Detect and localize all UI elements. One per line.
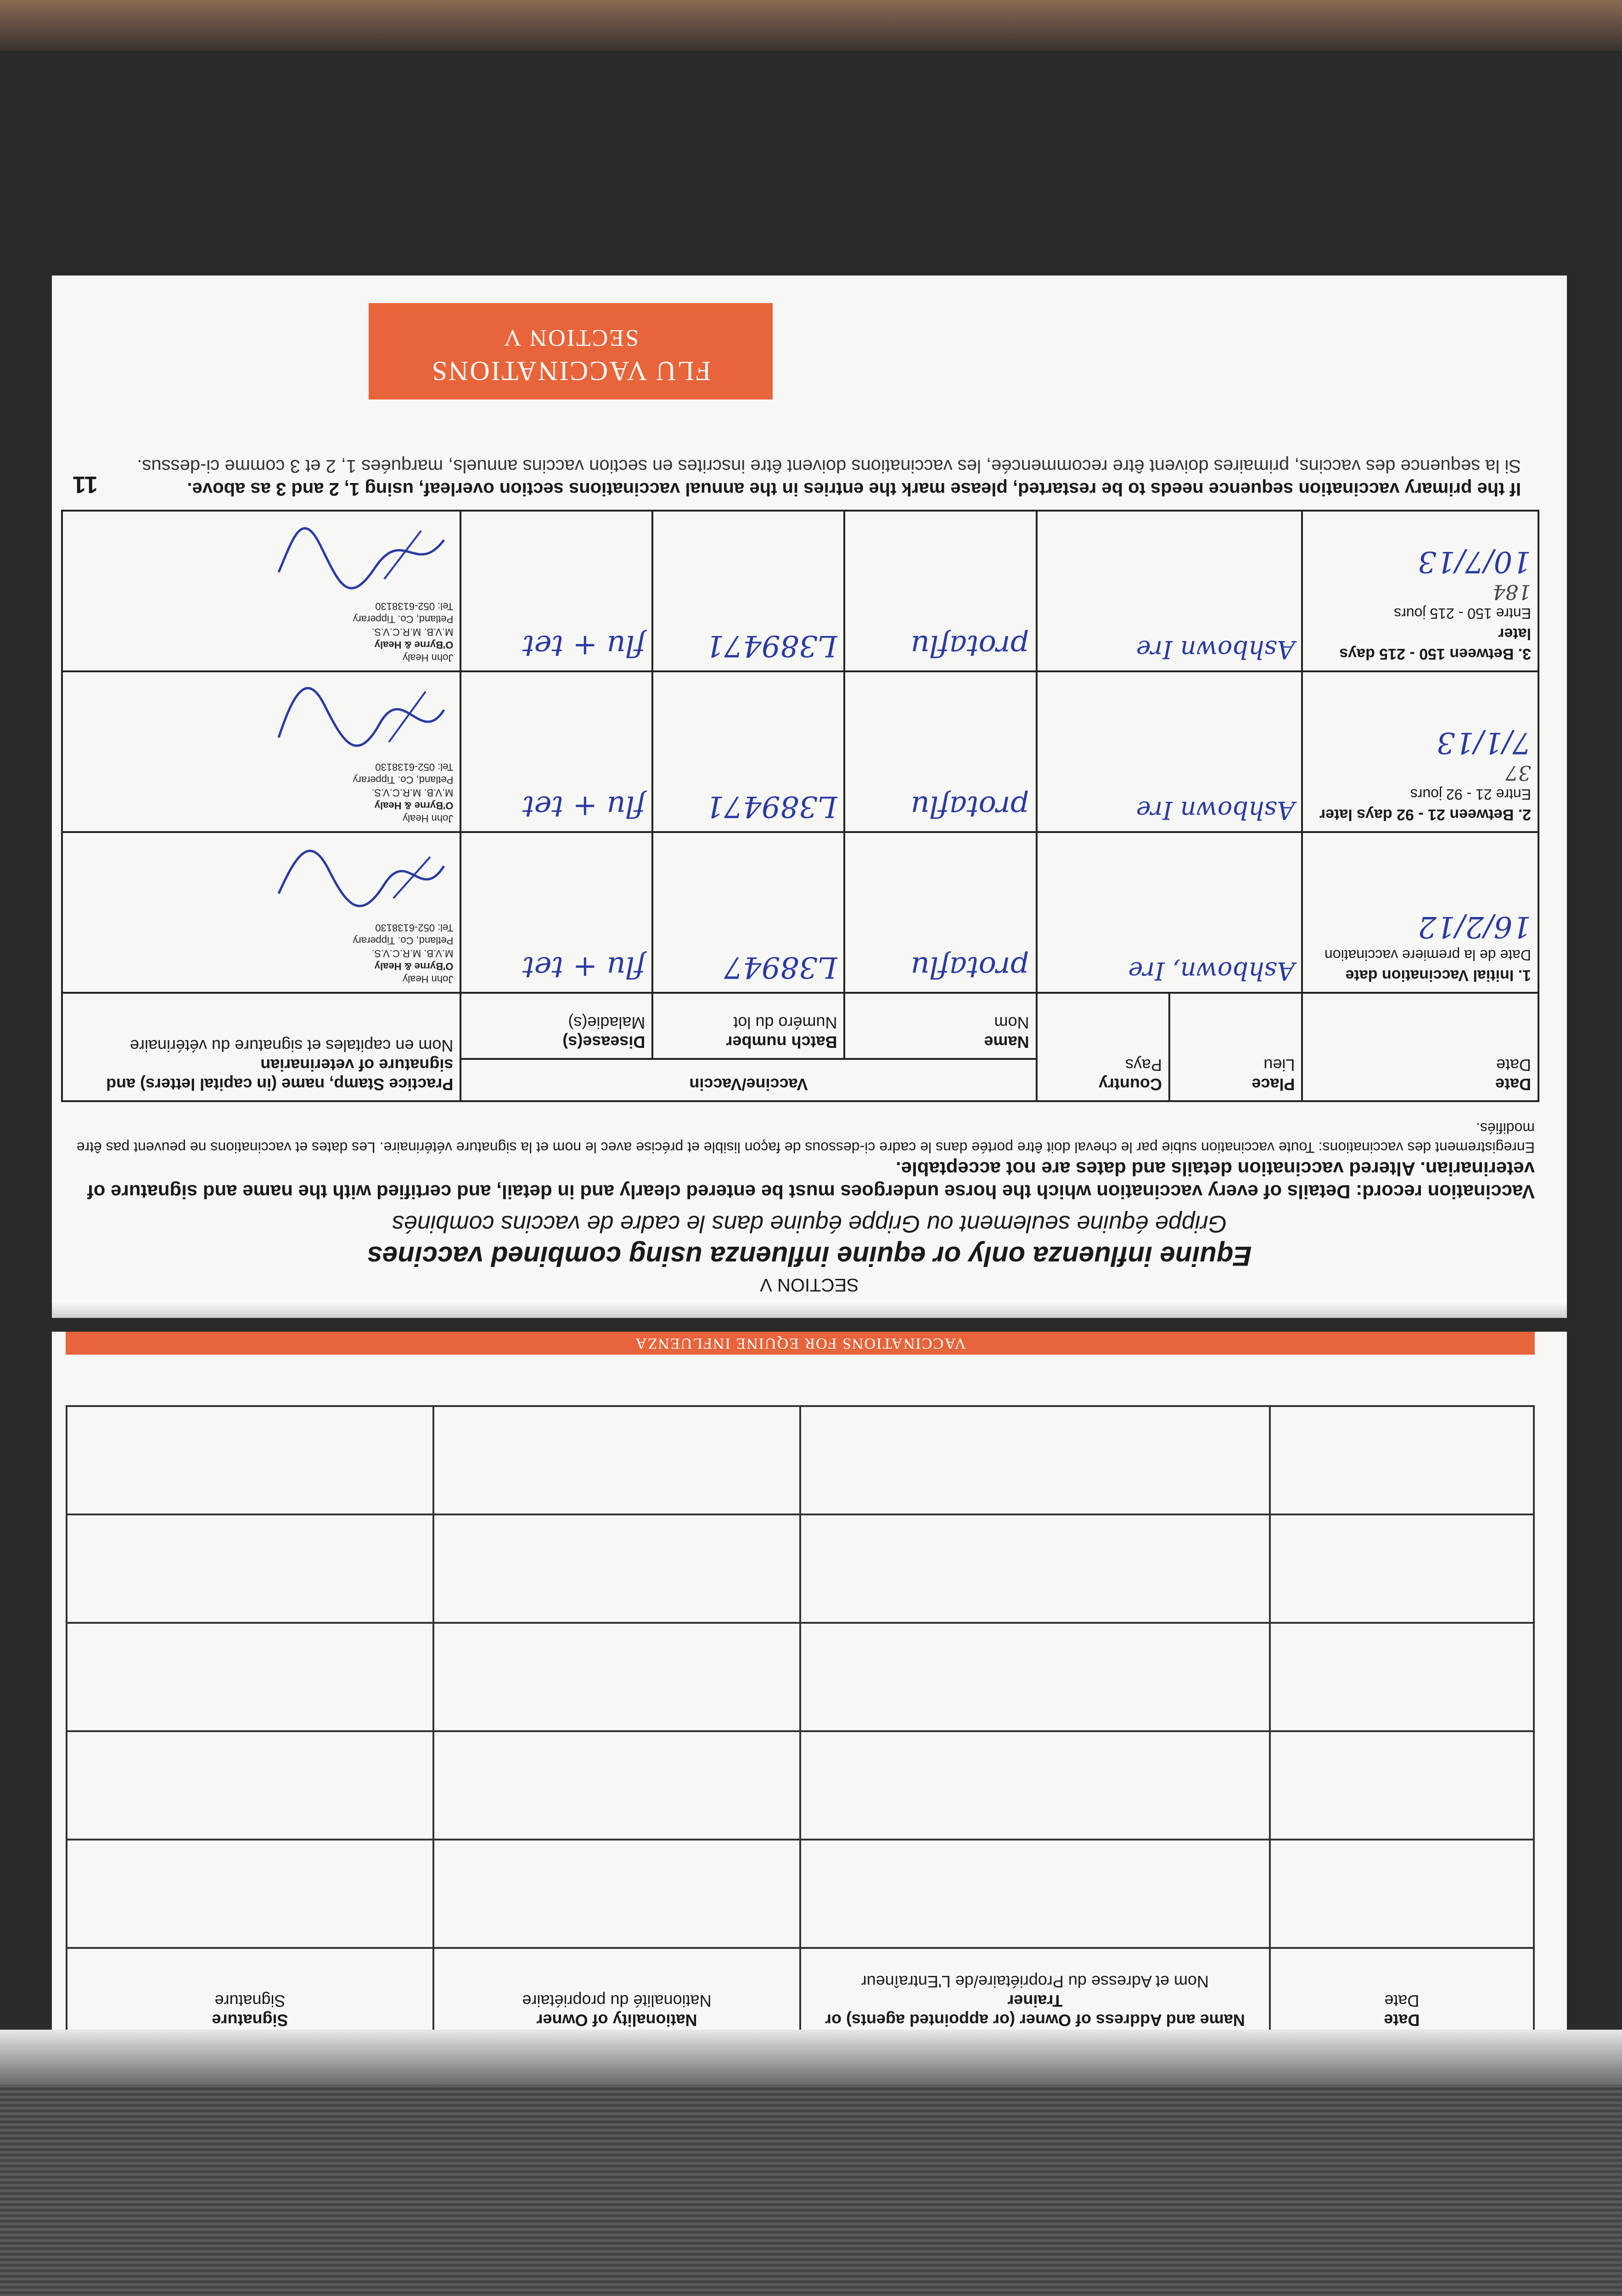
date-cell[interactable] — [1302, 832, 1538, 993]
vet-stamp: John Healy O'Byrne & Healy M.V.B. M.R.C.V.S. Petland, Co. Tipperary Tel: 052-6138130 — [353, 601, 454, 664]
interval-days-note: 37 — [1505, 761, 1531, 784]
row-label: 1. Initial Vaccination date Date de la premiere vaccination — [1324, 947, 1531, 984]
col-name: Name Nom — [845, 993, 1037, 1059]
col-nationality: Nationality of Owner Nationalité du propriétaire — [433, 1948, 800, 2038]
vet-signature — [69, 682, 453, 760]
vaccine-name-cell[interactable] — [845, 832, 1037, 993]
batch-cell[interactable] — [652, 671, 844, 832]
table-row[interactable] — [67, 1731, 1534, 1840]
restart-note-fr: Si la sequence des vaccins, primaires doivent être recommencée, les vaccinations doivent être inscrites en section vaccins annuels, marquées 1, 2 et 3 comme ci-dessus. — [137, 456, 1521, 476]
flu-vaccination-page — [52, 276, 1567, 1300]
record-en: Vaccination record: Details of every vaccination which the horse undergoes must be entered clearly and in detail, and certified with the name and signature of veterinarian. Altered vaccination details and dates are not acceptable. — [87, 1158, 1535, 1203]
batch-cell[interactable] — [652, 832, 844, 993]
spine-fold — [52, 1300, 1567, 1318]
handwritten-place: Ashbown Ire — [1136, 635, 1295, 664]
place-cell[interactable] — [1037, 832, 1302, 993]
handwritten-vaccine: protaflu — [910, 950, 1029, 984]
vet-stamp: John Healy O'Byrne & Healy M.V.B. M.R.C.V.S. Petland, Co. Tipperary Tel: 052-6138130 — [353, 761, 454, 824]
date-cell[interactable] — [1302, 671, 1538, 832]
interval-days-note: 184 — [1493, 580, 1531, 603]
batch-cell[interactable] — [652, 511, 844, 671]
handwritten-date: 10/7/13 — [1418, 545, 1531, 579]
place-cell[interactable] — [1037, 671, 1302, 832]
handwritten-vaccine: protaflu — [910, 629, 1029, 663]
endorsement-table — [66, 1405, 1535, 2039]
table-row[interactable] — [67, 1514, 1534, 1623]
col-date: Date Date — [1302, 993, 1538, 1101]
endorsement-header-row — [67, 1948, 1534, 2038]
col-date: Date Date — [1270, 1948, 1534, 2038]
scanner-bottom-edge — [0, 2030, 1622, 2296]
date-cell[interactable] — [1302, 511, 1538, 671]
col-batch: Batch number Numéro du lot — [652, 993, 844, 1059]
table-row[interactable] — [67, 1406, 1534, 1514]
table-row[interactable] — [62, 511, 1538, 671]
vet-signature — [69, 843, 453, 921]
diseases-cell[interactable] — [460, 671, 652, 832]
row-label: 3. Between 150 - 215 days later Entre 150 - 215 jours — [1339, 605, 1531, 663]
table-row[interactable] — [67, 1623, 1534, 1731]
vaccination-record-text — [66, 1119, 1535, 1203]
handwritten-batch: L389471 — [705, 629, 837, 663]
table-row[interactable] — [62, 671, 1538, 832]
vaccination-table — [61, 510, 1539, 1102]
handwritten-date: 16/2/12 — [1418, 910, 1531, 944]
col-vaccine-group: Vaccine/Vaccin — [460, 1059, 1036, 1101]
stamp-cell[interactable] — [62, 832, 460, 993]
diseases-cell[interactable] — [460, 511, 652, 671]
col-signature: Signature Signature — [67, 1948, 433, 2038]
section-heading-en: Equine influenza only or equine influenza using combined vaccines — [367, 1241, 1252, 1272]
vet-signature — [69, 522, 453, 600]
handwritten-diseases: flu + tet — [522, 950, 645, 984]
stamp-cell[interactable] — [62, 671, 460, 832]
handwritten-batch: L38947 — [724, 950, 837, 984]
handwritten-date: 7/1/13 — [1437, 726, 1531, 760]
vaccine-name-cell[interactable] — [845, 511, 1037, 671]
col-stamp: Practice Stamp, name (in capital letters) and signature of veterinarian Nom en capitales et signature du vétérinaire — [62, 993, 460, 1101]
section-label: SECTION V — [760, 1275, 859, 1295]
tab-section: SECTION V — [502, 325, 639, 351]
place-cell[interactable] — [1037, 511, 1302, 671]
stamp-cell[interactable] — [62, 511, 460, 671]
handwritten-place: Ashbown, Ire — [1128, 957, 1295, 985]
handwritten-batch: L389471 — [705, 789, 837, 823]
restart-note — [75, 455, 1521, 501]
col-place: Place Lieu — [1169, 993, 1302, 1101]
table-row[interactable] — [62, 832, 1538, 993]
col-diseases: Disease(s) Maladie(s) — [460, 993, 652, 1059]
row-label: 2. Between 21 - 92 days later Entre 21 - 92 jours — [1319, 786, 1531, 823]
record-fr: Enregistrement des vaccinations: Toute vaccination subie par le cheval doit être portée dans le cadre ci-dessous de façon lisible et précise avec le nom et la signature vétérinaire. Les dates et vaccinations ne peuvent pas être modifiés. — [76, 1120, 1535, 1156]
handwritten-diseases: flu + tet — [522, 789, 645, 823]
flu-vaccinations-tab — [369, 303, 773, 400]
handwritten-place: Ashbown Ire — [1136, 796, 1295, 825]
restart-note-en: If the primary vaccination sequence needs to be restarted, please mark the entries in the annual vaccinations section overleaf, using 1, 2 and 3 as above. — [187, 479, 1521, 499]
section-heading-fr: Grippe équine seulement ou Grippe équine dans le cadre de vaccins combinés — [392, 1210, 1227, 1237]
vaccination-bar: VACCINATIONS FOR EQUINE INFLUENZA — [66, 1332, 1535, 1355]
page-number: 11 — [73, 471, 98, 498]
col-owner: Name and Address of Owner (or appointed agents) or Trainer Nom et Adresse du Propriétaire/de L'Entraîneur — [800, 1948, 1270, 2038]
col-country: Country Pays — [1037, 993, 1169, 1101]
tab-title: FLU VACCINATIONS — [430, 356, 711, 386]
table-row[interactable] — [67, 1840, 1534, 1948]
vet-stamp: John Healy O'Byrne & Healy M.V.B. M.R.C.V.S. Petland, Co. Tipperary Tel: 052-6138130 — [353, 922, 454, 985]
diseases-cell[interactable] — [460, 832, 652, 993]
vaccination-header-row — [62, 1059, 1538, 1101]
handwritten-diseases: flu + tet — [522, 629, 645, 663]
vaccine-name-cell[interactable] — [845, 671, 1037, 832]
handwritten-vaccine: protaflu — [910, 789, 1029, 823]
